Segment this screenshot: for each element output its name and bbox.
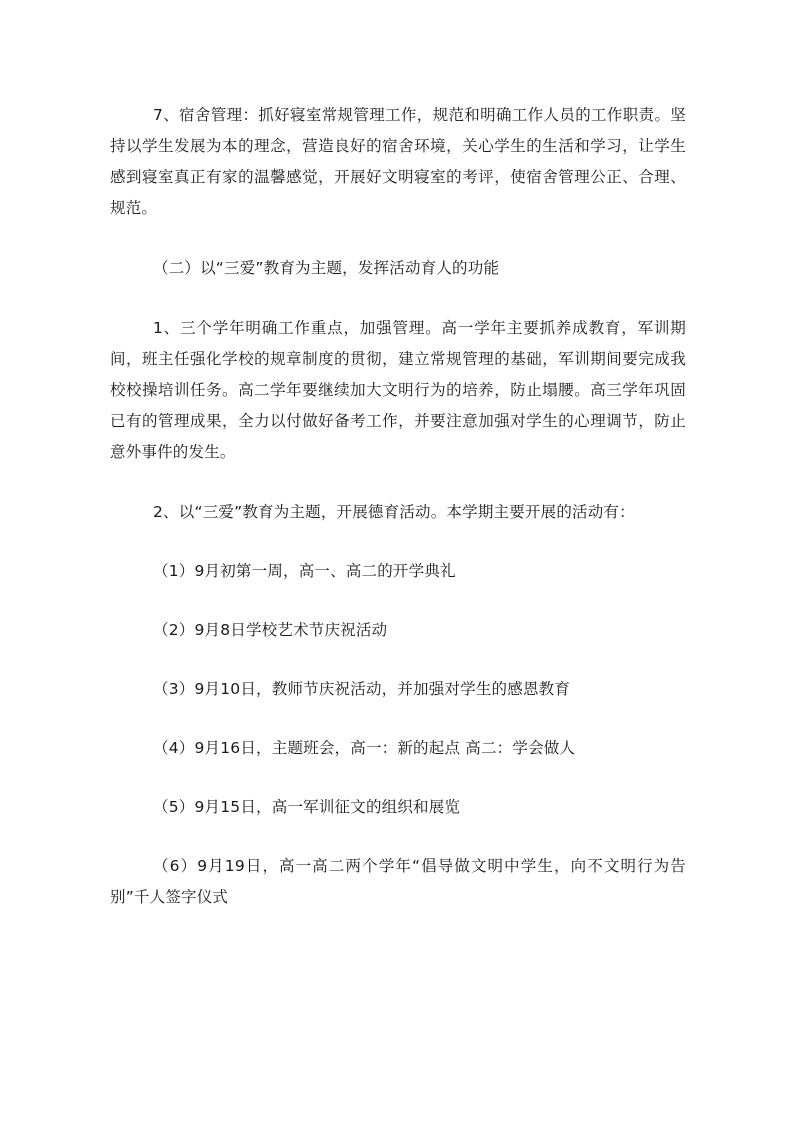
activity-item-5: （5）9月15日，高一军训征文的组织和展览 (153, 798, 461, 816)
activity-item-4: （4）9月16日，主题班会，高一：新的起点 高二：学会做人 (153, 739, 576, 757)
activity-item-2: （2）9月8日学校艺术节庆祝活动 (153, 621, 388, 639)
activity-item-6: （6）9月19日，高一高二两个学年“倡导做文明中学生，向不文明行为告别”千人签字仪式 (110, 857, 686, 906)
paragraph-grade-focus: 1、三个学年明确工作重点，加强管理。高一学年主要抓养成教育，军训期间，班主任强化学校的规章制度的贯彻，建立常规管理的基础，军训期间要完成我校校操培训任务。高二学年要继续加大文明行为的培养，防止塌腰。高三学年巩固已有的管理成果，全力以付做好备考工作，并要注意加强对学生的心理调节，防止意外事件的发生。 (110, 319, 686, 461)
paragraph-dormitory-management: 7、宿舍管理：抓好寝室常规管理工作，规范和明确工作人员的工作职责。坚持以学生发展为本的理念，营造良好的宿舍环境，关心学生的生活和学习，让学生感到寝室真正有家的温馨感觉，开展好文明寝室的考评，使宿舍管理公正、合理、规范。 (110, 106, 686, 217)
document-body (110, 100, 686, 913)
paragraph-moral-activities: 2、以“三爱”教育为主题，开展德育活动。本学期主要开展的活动有： (153, 503, 635, 521)
activity-item-3: （3）9月10日，教师节庆祝活动，并加强对学生的感恩教育 (153, 680, 571, 698)
activity-item-1: （1）9月初第一周，高一、高二的开学典礼 (153, 562, 456, 580)
section-heading-three-loves: （二）以“三爱”教育为主题，发挥活动育人的功能 (153, 259, 500, 277)
